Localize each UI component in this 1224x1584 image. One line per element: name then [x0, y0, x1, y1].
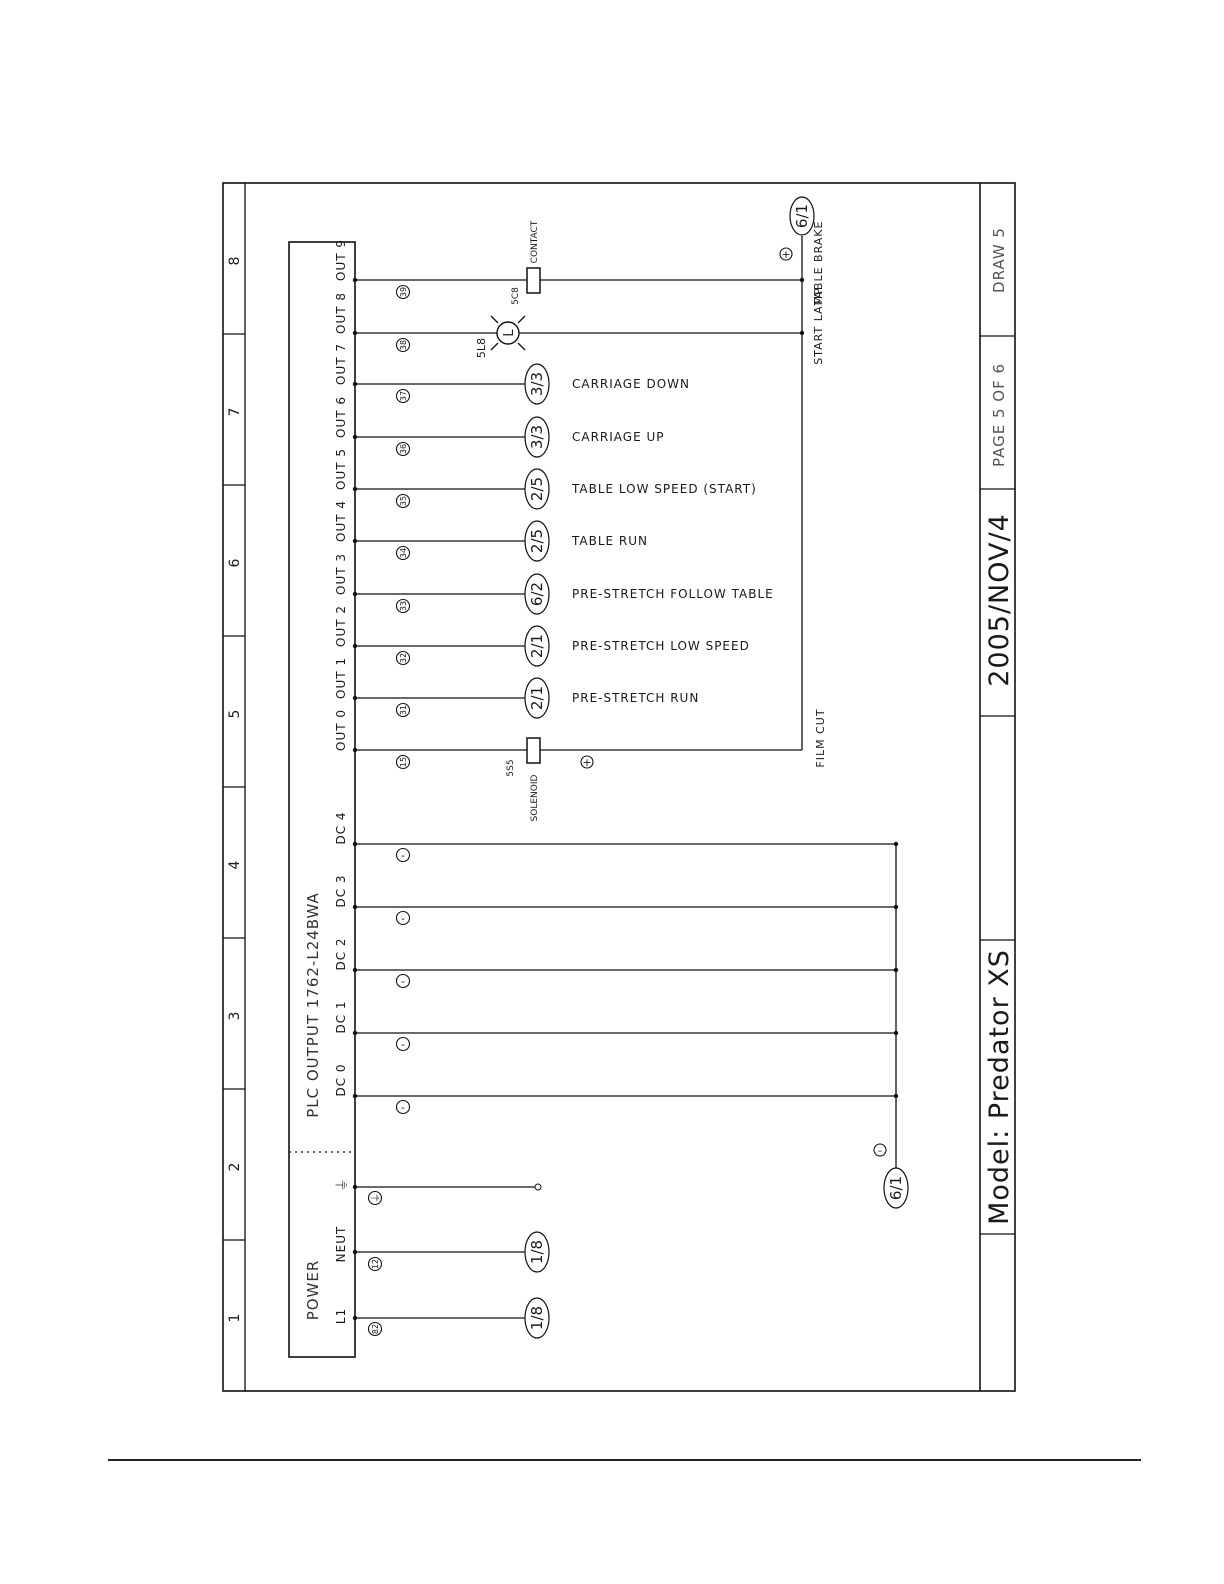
- plc-title: PLC OUTPUT 1762-L24BWA: [304, 892, 322, 1118]
- wire-number-4: 34: [399, 547, 408, 559]
- function-label-4: TABLE RUN: [572, 534, 649, 548]
- page-number: PAGE 5 OF 6: [990, 362, 1008, 468]
- function-label-7: CARRIAGE DOWN: [572, 377, 691, 391]
- wire-number-2: 32: [399, 652, 408, 664]
- cross-ref-6: 3/3: [528, 424, 546, 450]
- zone-6: 6: [227, 558, 243, 568]
- function-label-3: PRE-STRETCH FOLLOW TABLE: [572, 587, 774, 601]
- dc-terminal-3: DC 3: [334, 874, 348, 908]
- cross-ref-4: 2/5: [528, 528, 546, 554]
- dc-terminal-0: DC 0: [334, 1063, 348, 1097]
- output-terminal-1: OUT 1: [334, 656, 348, 700]
- dc-sign-1: -: [401, 1038, 405, 1051]
- power-terminal-neut: NEUT: [334, 1225, 348, 1263]
- solenoid-label: SOLENOID: [530, 774, 540, 822]
- solenoid-id: 5S5: [506, 759, 516, 777]
- output-rung-2: [334, 605, 750, 666]
- dc-sign-3: -: [401, 912, 405, 925]
- output-rung-0: [334, 709, 802, 769]
- positive-sign: +: [781, 248, 791, 261]
- dc-terminal-2: DC 2: [334, 937, 348, 971]
- cross-ref-2: 2/1: [528, 633, 546, 659]
- wire-number-5: 35: [399, 495, 408, 507]
- contactor-id: 5C8: [511, 287, 521, 305]
- lamp-letter: L: [502, 329, 517, 337]
- cross-ref-1: 2/1: [528, 685, 546, 711]
- start-lamp-label: START LAMP: [812, 287, 825, 365]
- zone-8: 8: [227, 256, 243, 266]
- dc-terminal-1: DC 1: [334, 1000, 348, 1034]
- output-rung-8: [334, 292, 802, 352]
- dc-rung-0: [334, 1063, 898, 1114]
- contactor-label: CONTACT: [530, 220, 540, 264]
- output-terminal-7: OUT 7: [334, 342, 348, 386]
- wire-number-6: 36: [399, 443, 408, 455]
- dc-rung-3: [334, 874, 898, 925]
- dc-sign-2: -: [401, 975, 405, 988]
- power-rung-ground: [335, 1178, 541, 1205]
- dc-rung-1: [334, 1000, 898, 1051]
- pilot-lamp: [475, 316, 525, 358]
- table-brake-label: TABLE BRAKE: [812, 220, 825, 306]
- function-label-5: TABLE LOW SPEED (START): [572, 482, 757, 496]
- power-rung-l1: [334, 1298, 549, 1338]
- negative-ref: 6/1: [887, 1175, 905, 1201]
- output-rung-3: [334, 553, 774, 614]
- destination-labels: [812, 221, 827, 768]
- zone-4: 4: [227, 860, 243, 870]
- function-label-1: PRE-STRETCH RUN: [572, 691, 700, 705]
- zone-labels: [227, 257, 243, 1323]
- output-terminal-5: OUT 5: [334, 447, 348, 491]
- output-terminal-6: OUT 6: [334, 395, 348, 439]
- wire-number-l1: 82: [371, 1323, 380, 1335]
- wire-number-8: 38: [399, 339, 408, 351]
- cross-ref-neut: 1/8: [528, 1239, 546, 1265]
- zone-7: 7: [227, 407, 243, 417]
- function-label-6: CARRIAGE UP: [572, 430, 665, 444]
- drawing-number: DRAW 5: [990, 227, 1008, 293]
- dc-common-rungs: [334, 811, 898, 1114]
- dc-terminal-4: DC 4: [334, 811, 348, 845]
- negative-supply: [874, 1144, 908, 1208]
- model-name: Model: Predator XS: [984, 949, 1015, 1225]
- solenoid-sign: +: [582, 756, 592, 769]
- cross-ref-3: 6/2: [528, 581, 546, 607]
- ground-tag-symbol: ⏚: [371, 1193, 382, 1203]
- output-terminal-3: OUT 3: [334, 552, 348, 596]
- output-terminal-9: OUT 9: [334, 238, 348, 282]
- zone-5: 5: [227, 709, 243, 719]
- cross-ref-7: 3/3: [528, 371, 546, 397]
- power-rung-neut: [334, 1226, 549, 1272]
- output-rung-9: [334, 239, 802, 299]
- cross-ref-5: 2/5: [528, 476, 546, 502]
- title-block: [980, 183, 1015, 1391]
- dc-rung-4: [334, 811, 898, 862]
- dc-rung-2: [334, 937, 898, 988]
- wire-number-0: 15: [399, 756, 408, 768]
- wire-number-3: 33: [399, 600, 408, 612]
- dc-sign-0: -: [401, 1101, 405, 1114]
- output-rung-5: [334, 448, 757, 509]
- output-rung-7: [334, 343, 690, 404]
- output-bus: [800, 278, 804, 750]
- negative-sign: -: [878, 1144, 882, 1157]
- output-terminal-2: OUT 2: [334, 604, 348, 648]
- zone-2: 2: [227, 1162, 243, 1172]
- zone-3: 3: [227, 1011, 243, 1021]
- positive-ref: 6/1: [793, 203, 811, 229]
- footer-rule: [108, 1459, 1141, 1461]
- wire-number-neut: 12: [371, 1258, 380, 1270]
- drawing-date: 2005/NOV/4: [984, 513, 1015, 687]
- film-cut-label: FILM CUT: [814, 708, 827, 768]
- output-terminal-8: OUT 8: [334, 291, 348, 335]
- cross-ref-l1: 1/8: [528, 1305, 546, 1331]
- zone-1: 1: [227, 1313, 243, 1323]
- wire-number-1: 31: [399, 704, 408, 716]
- output-rung-4: [334, 500, 648, 561]
- output-terminal-0: OUT 0: [334, 708, 348, 752]
- output-rung-6: [334, 396, 665, 457]
- output-rung-1: [334, 657, 699, 718]
- output-terminal-4: OUT 4: [334, 499, 348, 543]
- power-label: POWER: [304, 1259, 322, 1321]
- power-terminal-l1: L1: [334, 1307, 348, 1325]
- output-rungs: [334, 239, 802, 769]
- power-rungs: [334, 1178, 549, 1338]
- wire-number-9: 39: [399, 286, 408, 298]
- function-label-2: PRE-STRETCH LOW SPEED: [572, 639, 750, 653]
- dc-sign-4: -: [401, 849, 405, 862]
- open-terminal: [535, 1184, 541, 1190]
- ground-terminal-symbol: ⏚: [335, 1178, 351, 1192]
- lamp-id: 5L8: [475, 337, 488, 359]
- wire-number-7: 37: [399, 390, 408, 402]
- contactor-coil: [511, 220, 540, 305]
